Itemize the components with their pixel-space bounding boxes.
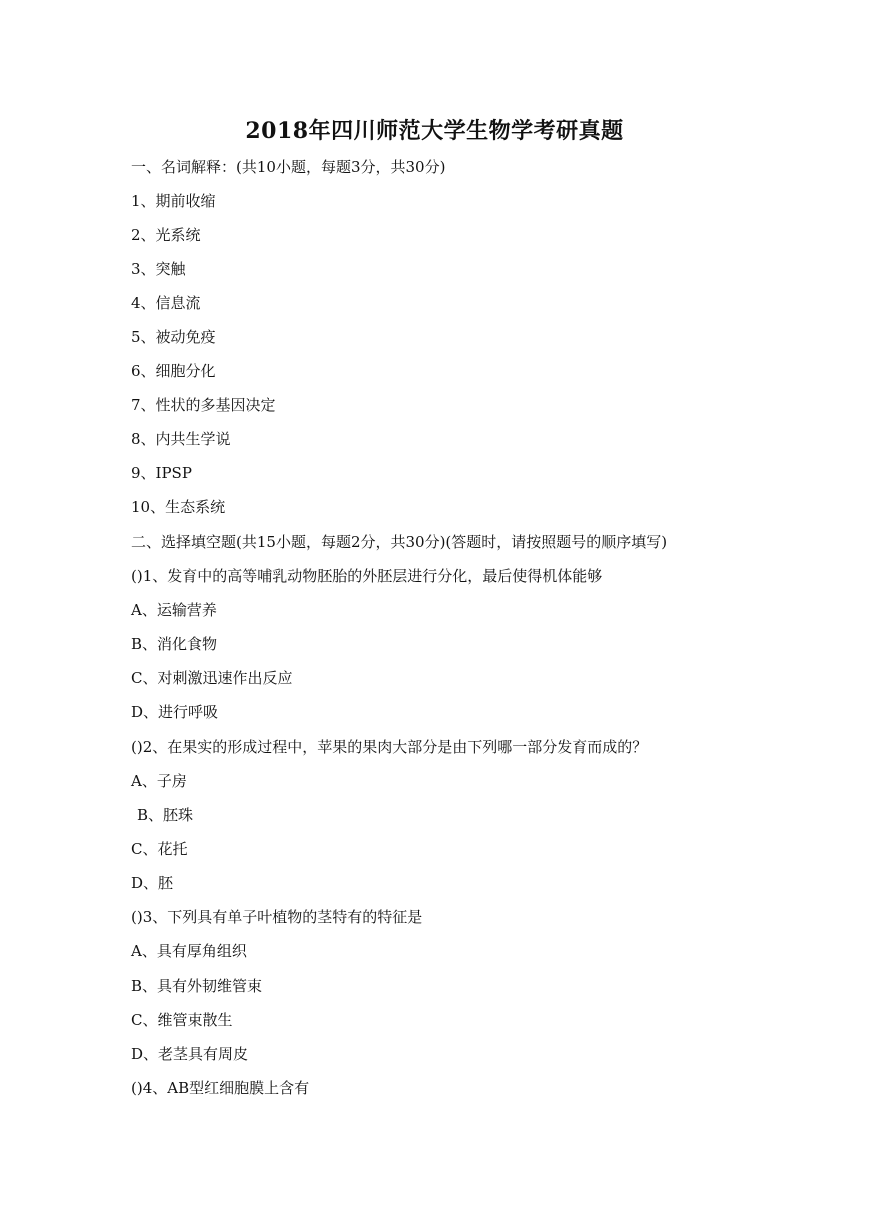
- document-title: 2018年四川师范大学生物学考研真题: [245, 118, 624, 144]
- answer-option: D、老茎具有周皮: [131, 1045, 249, 1063]
- section-heading-definitions: 一、名词解释：(共10小题，每题3分，共30分): [131, 158, 446, 176]
- question-line: 4、信息流: [131, 294, 201, 312]
- answer-option: B、具有外韧维管束: [131, 977, 263, 995]
- question-line: 8、内共生学说: [131, 430, 231, 448]
- answer-option: A、运输营养: [131, 601, 217, 619]
- answer-option: A、具有厚角组织: [131, 942, 247, 960]
- question-line: 7、性状的多基因决定: [131, 396, 276, 414]
- question-line: ()1、发育中的高等哺乳动物胚胎的外胚层进行分化，最后使得机体能够: [131, 567, 603, 585]
- answer-option: C、对刺激迅速作出反应: [131, 669, 293, 687]
- answer-option: D、胚: [131, 874, 174, 892]
- answer-option: B、胚珠: [137, 806, 194, 824]
- answer-option: C、花托: [131, 840, 188, 858]
- question-line: ()4、AB型红细胞膜上含有: [131, 1079, 310, 1097]
- question-line: 3、突触: [131, 260, 186, 278]
- question-line: 2、光系统: [131, 226, 201, 244]
- answer-option: A、子房: [131, 772, 187, 790]
- answer-option: B、消化食物: [131, 635, 218, 653]
- question-line: 5、被动免疫: [131, 328, 216, 346]
- question-line: ()2、在果实的形成过程中，苹果的果肉大部分是由下列哪一部分发育而成的？: [131, 738, 648, 756]
- question-line: 9、IPSP: [131, 464, 192, 482]
- answer-option: C、维管束散生: [131, 1011, 233, 1029]
- section-heading-multiple-choice: 二、选择填空题(共15小题，每题2分，共30分)(答题时，请按照题号的顺序填写): [131, 533, 668, 551]
- question-line: 10、生态系统: [131, 498, 226, 516]
- answer-option: D、进行呼吸: [131, 703, 219, 721]
- question-line: 1、期前收缩: [131, 192, 216, 210]
- question-line: ()3、下列具有单子叶植物的茎特有的特征是: [131, 908, 423, 926]
- question-line: 6、细胞分化: [131, 362, 216, 380]
